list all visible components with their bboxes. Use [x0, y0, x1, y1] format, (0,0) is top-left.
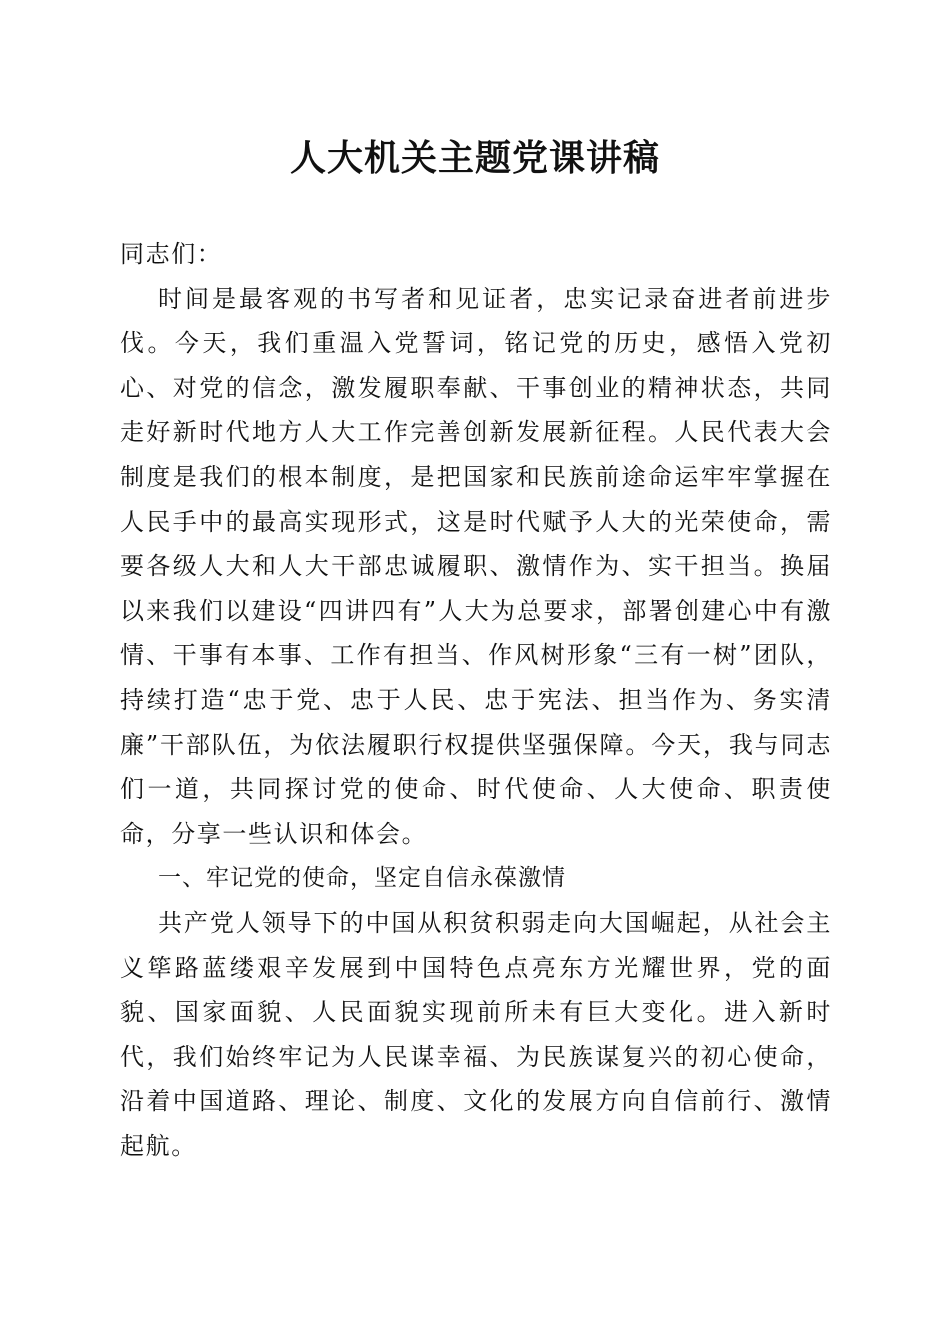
paragraph-intro: 时间是最客观的书写者和见证者，忠实记录奋进者前进步伐。今天，我们重温入党誓词，铭记党的历史，感悟入党初心、对党的信念，激发履职奉献、干事创业的精神状态，共同走好新时代地方人大工作完善创新发展新征程。人民代表大会制度是我们的根本制度，是把国家和民族前途命运牢牢掌握在人民手中的最高实现形式，这是时代赋予人大的光荣使命，需要各级人大和人大干部忠诚履职、激情作为、实干担当。换届以来我们以建设“四讲四有”人大为总要求，部署创建心中有激情、干事有本事、工作有担当、作风树形象“三有一树”团队，持续打造“忠于党、忠于人民、忠于宪法、担当作为、务实清廉”干部队伍，为依法履职行权提供坚强保障。今天，我与同志们一道，共同探讨党的使命、时代使命、人大使命、职责使命，分享一些认识和体会。: [120, 284, 832, 848]
paragraph-section-1: 共产党人领导下的中国从积贫积弱走向大国崛起，从社会主义筚路蓝缕艰辛发展到中国特色点亮东方光耀世界，党的面貌、国家面貌、人民面貌实现前所未有巨大变化。进入新时代，我们始终牢记为人民谋幸福、为民族谋复兴的初心使命，沿着中国道路、理论、制度、文化的发展方向自信前行、激情起航。: [120, 908, 832, 1160]
section-heading-1: 一、牢记党的使命，坚定自信永葆激情: [158, 865, 566, 892]
document-body: [120, 232, 832, 1168]
document-title: 人大机关主题党课讲稿: [289, 137, 660, 179]
salutation: 同志们：: [120, 240, 223, 268]
